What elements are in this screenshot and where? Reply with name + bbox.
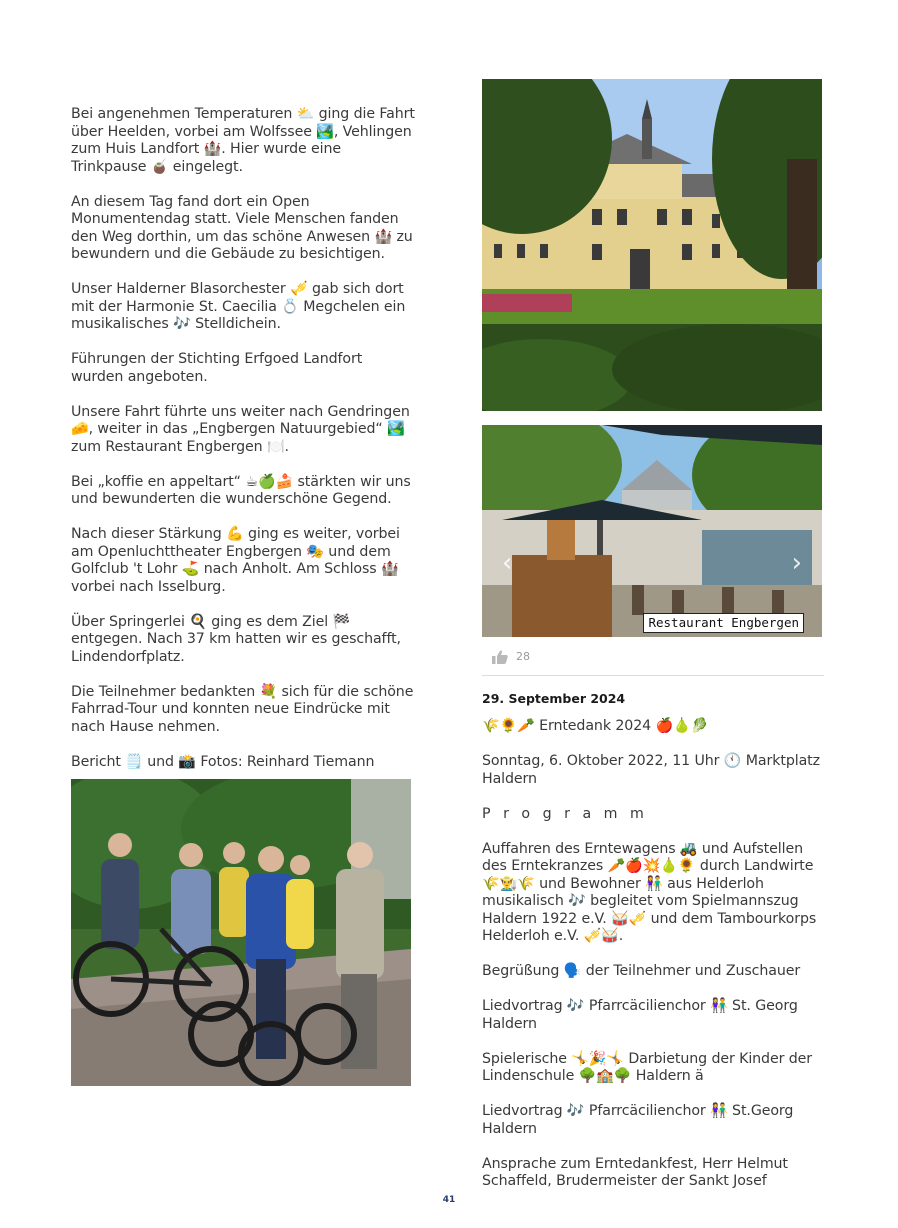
- paragraph: Sonntag, 6. Oktober 2022, 11 Uhr 🕚 Marktplatz Haldern: [482, 753, 820, 787]
- likes-bar: [482, 637, 824, 676]
- programm-heading: P r o g r a m m: [482, 805, 648, 822]
- paragraph: Begrüßung 🗣️ der Teilnehmer und Zuschauer: [482, 963, 801, 979]
- paragraph: Ansprache zum Erntedankfest, Herr Helmut Schaffeld, Brudermeister der Sankt Josef: [482, 1155, 788, 1189]
- thumbs-up-icon[interactable]: [492, 649, 508, 663]
- previous-image-arrow-icon[interactable]: ‹: [502, 548, 513, 578]
- paragraph: Unsere Fahrt führte uns weiter nach Gendringen 🧀, weiter in das „Engbergen Natuurgebied“ 🏞️ zum Restaurant Engbergen 🍽️.: [71, 403, 410, 455]
- paragraph: Unser Halderner Blasorchester 🎺 gab sich dort mit der Harmonie St. Caecilia 💍 Megchelen ein musikalisches 🎶 Stelldichein.: [71, 281, 406, 332]
- photo-credit: Bericht 🗒️ und 📸 Fotos: Reinhard Tiemann: [71, 753, 375, 770]
- paragraph: Auffahren des Erntewagens 🚜 und Aufstellen des Erntekranzes 🥕🍎💥🍐🌻 durch Landwirte 🌾👨‍🌾🌾 und Bewohner 👫 aus Helderloh musikalisch 🎶 begleitet vom Spielmannszug Haldern 1922 e.V. 🥁🎺 und dem Tambourkorps Helderloh e.V. 🎺🥁.: [482, 840, 817, 944]
- photo-caption: Restaurant Engbergen: [643, 613, 804, 633]
- post-title: 🌾🌻🥕 Erntedank 2024 🍎🍐🥬: [482, 718, 709, 734]
- article-right-column: [482, 79, 824, 1191]
- next-image-arrow-icon[interactable]: ›: [791, 548, 802, 578]
- restaurant-engbergen-photo: [482, 425, 822, 637]
- paragraph: Führungen der Stichting Erfgoed Landfort wurden angeboten.: [71, 351, 363, 385]
- article-left-column: [71, 106, 416, 771]
- paragraph: Liedvortrag 🎶 Pfarrcäcilienchor 👫 St.Georg Haldern: [482, 1103, 794, 1137]
- paragraph: Nach dieser Stärkung 💪 ging es weiter, vorbei am Openluchttheater Engbergen 🎭 und dem Golfclub 't Lohr ⛳ nach Anholt. Am Schloss 🏰 vorbei nach Isselburg.: [71, 526, 400, 595]
- paragraph: An diesem Tag fand dort ein Open Monumentendag statt. Viele Menschen fanden den Weg dorthin, um das schöne Anwesen 🏰 zu bewundern und die Gebäude zu besichtigen.: [71, 193, 413, 262]
- paragraph: Spielerische 🤸🎉🤸 Darbietung der Kinder der Lindenschule 🌳🏫🌳 Haldern ä: [482, 1050, 813, 1084]
- paragraph: Über Springerlei 🍳 ging es dem Ziel 🏁 entgegen. Nach 37 km hatten wir es geschafft, Lindendorfplatz.: [71, 613, 401, 665]
- paragraph: Die Teilnehmer bedankten 💐 sich für die schöne Fahrrad-Tour und konnten neue Eindrücke mit nach Hause nehmen.: [71, 683, 414, 735]
- likes-count: 28: [516, 649, 530, 663]
- paragraph: Liedvortrag 🎶 Pfarrcäcilienchor 👫 St. Georg Haldern: [482, 998, 798, 1032]
- cyclists-group-photo: [71, 779, 411, 1086]
- huis-landfort-photo: [482, 79, 822, 411]
- paragraph: Bei „koffie en appeltart“ ☕🍏🍰 stärkten wir uns und bewunderten die wunderschöne Gegend.: [71, 473, 411, 507]
- post-body: [482, 718, 824, 1191]
- paragraph: Bei angenehmen Temperaturen ⛅ ging die Fahrt über Heelden, vorbei am Wolfssee 🏞️, Vehlingen zum Huis Landfort 🏰. Hier wurde eine Trinkpause 🧉 eingelegt.: [71, 106, 415, 175]
- page-number: 41: [442, 1195, 456, 1205]
- post-date: 29. September 2024: [482, 691, 626, 706]
